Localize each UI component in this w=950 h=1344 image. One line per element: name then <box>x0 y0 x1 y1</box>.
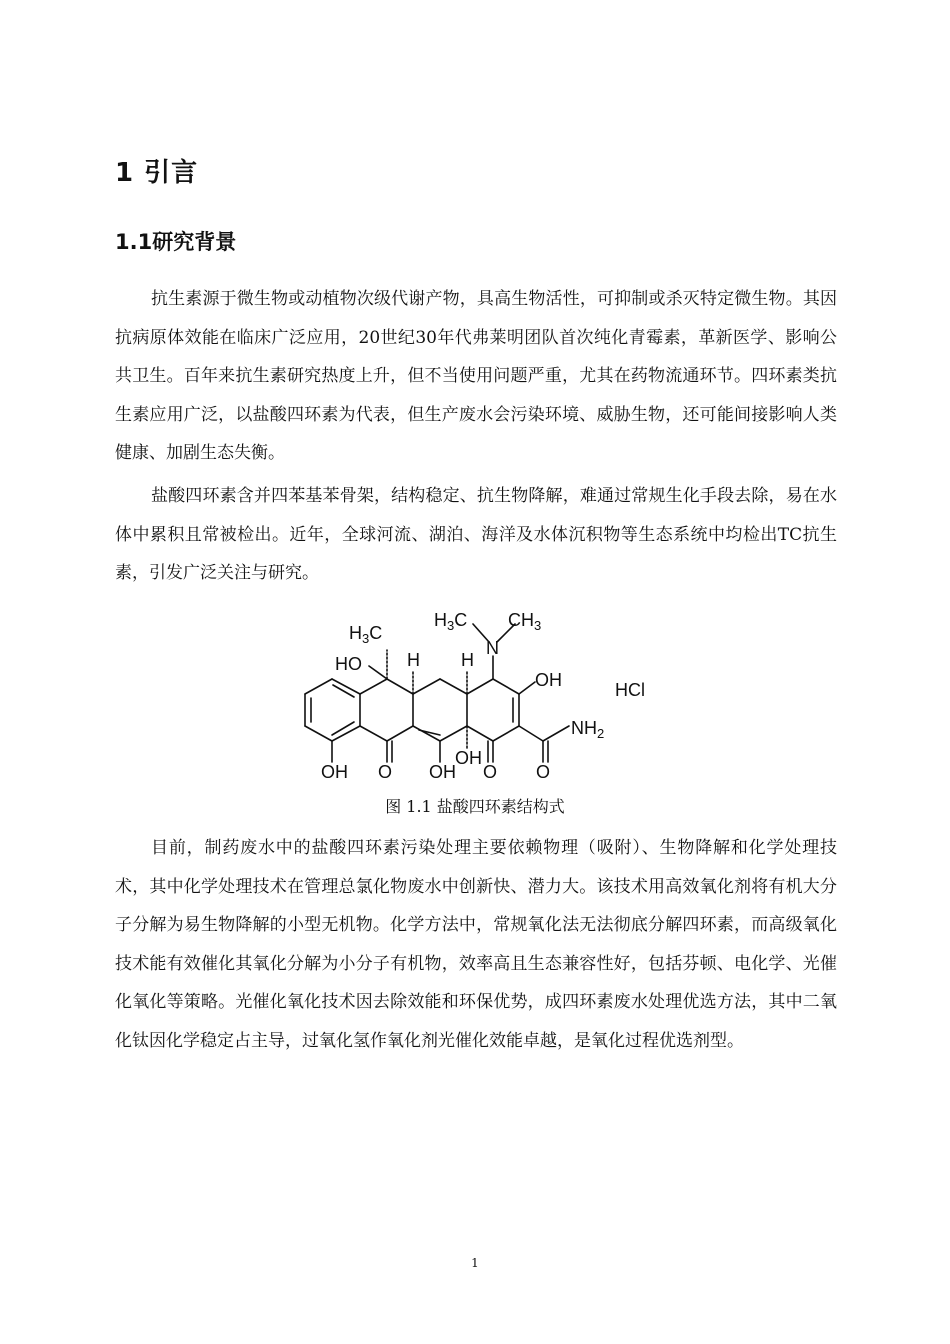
subsection-heading: 1.1研究背景 <box>115 230 237 254</box>
label-n: N <box>486 638 499 658</box>
body-paragraph-2: 盐酸四环素含并四苯基苯骨架，结构稳定、抗生物降解，难通过常规生化手段去除，易在水体中累积且常被检出。近年，全球河流、湖泊、海洋及水体沉积物等生态系统中均检出TC抗生素，引发广泛关注与研究。 <box>115 486 837 583</box>
label-ch3-top: $CH_3$ <box>508 610 542 633</box>
label-oh-mid: OH <box>455 748 482 768</box>
label-oh-right: OH <box>535 670 562 690</box>
label-h3c-left: $H_3C$ <box>349 623 383 646</box>
body-paragraph-1: 抗生素源于微生物或动植物次级代谢产物，具高生物活性，可抑制或杀灭特定微生物。其因抗病原体效能在临床广泛应用，20世纪30年代弗莱明团队首次纯化青霉素，革新医学、影响公共卫生。百年来抗生素研究热度上升，但不当使用问题严重，尤其在药物流通环节。四环素类抗生素应用广泛，以盐酸四环素为代表，但生产废水会污染环境、威胁生物，还可能间接影响人类健康、加剧生态失衡。 <box>115 289 837 463</box>
figure-caption: 图 1.1 盐酸四环素结构式 <box>385 797 565 816</box>
label-o-3: O <box>536 762 551 778</box>
body-paragraph-3: 目前，制药废水中的盐酸四环素污染处理主要依赖物理（吸附）、生物降解和化学处理技术，其中化学处理技术在管理总氯化物废水中创新快、潜力大。该技术用高效氧化剂将有机大分子分解为易生物降解的小型无机物。化学方法中，常规氧化法无法彻底分解四环素，而高级氧化技术能有效催化其氧化分解为小分子有机物，效率高且生态兼容性好，包括芬顿、电化学、光催化氧化等策略。光催化氧化技术因去除效能和环保优势，成四环素废水处理优选方法，其中二氧化钛因化学稳定占主导，过氧化氢作氧化剂光催化效能卓越，是氧化过程优选剂型。 <box>115 838 837 1051</box>
label-h1: H <box>407 650 420 670</box>
label-ho: HO <box>335 654 362 674</box>
tetracycline-hcl-structure <box>295 604 665 778</box>
label-oh-bottom-1: OH <box>321 762 348 778</box>
page-number: 1 <box>471 1256 479 1270</box>
label-h3c-top: $H_3C$ <box>434 610 468 633</box>
label-o-2: O <box>483 762 498 778</box>
label-nh2: $NH_2$ <box>571 718 605 741</box>
label-oh-bottom-2: OH <box>429 762 456 778</box>
label-h2: H <box>461 650 474 670</box>
label-hcl: HCl <box>615 680 645 700</box>
label-o-1: O <box>378 762 393 778</box>
section-heading: 1 引言 <box>115 158 199 188</box>
